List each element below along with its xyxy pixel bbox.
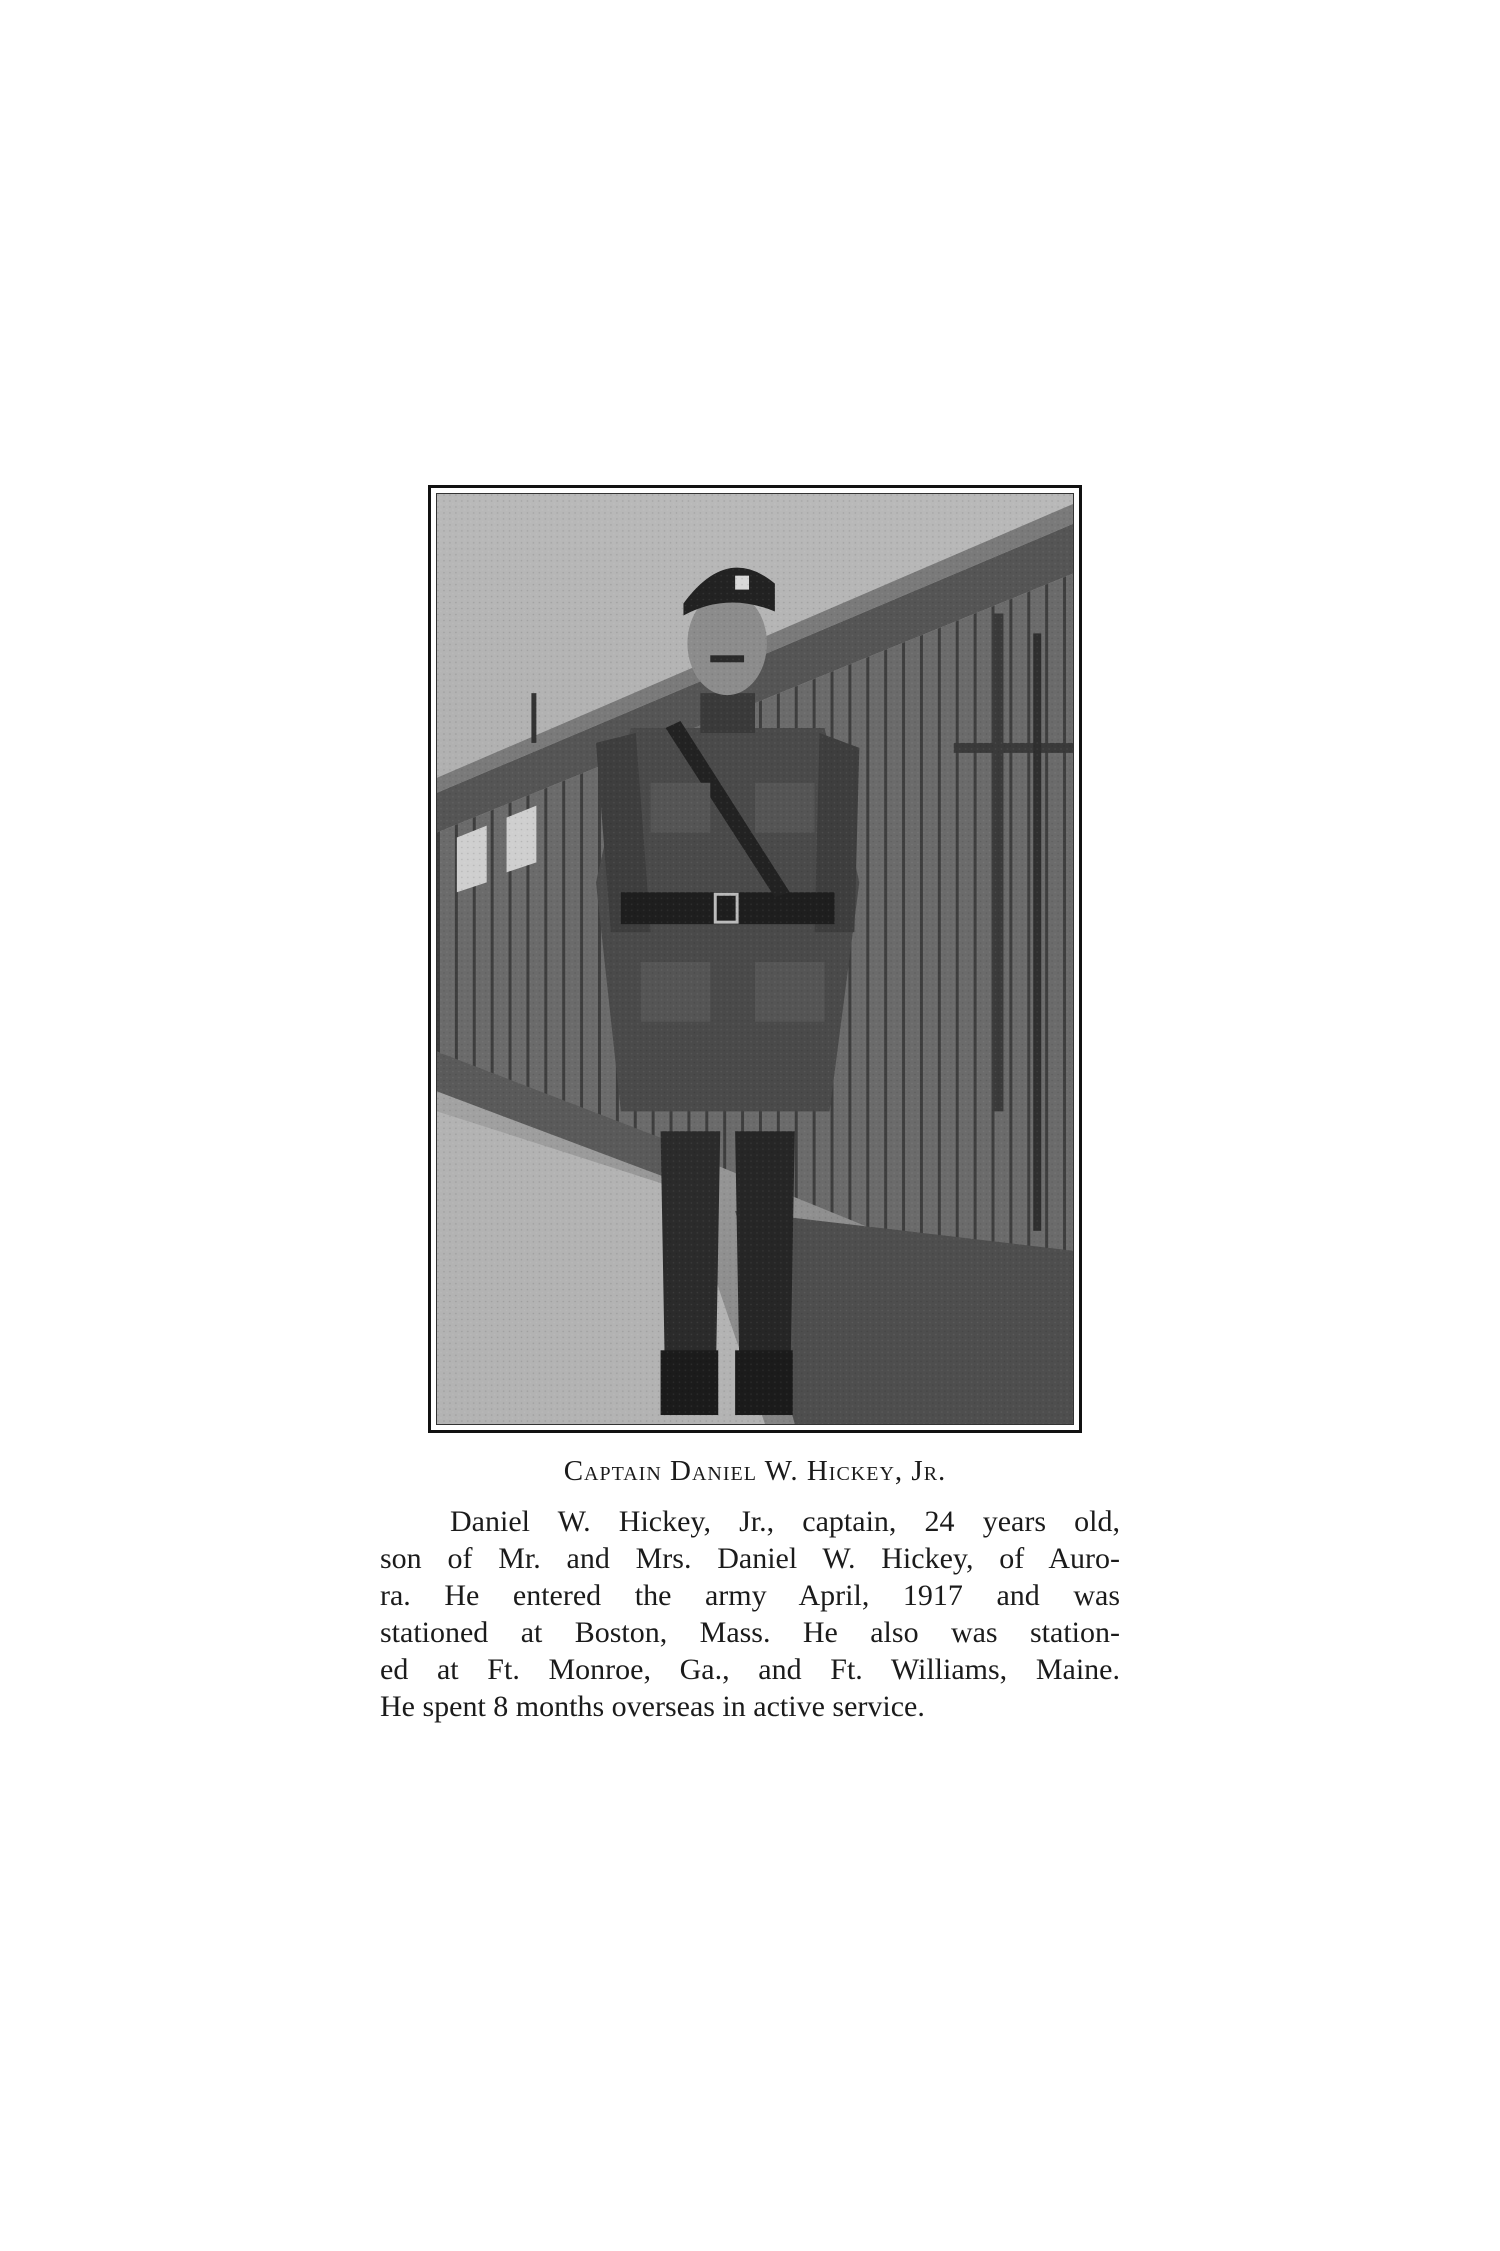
photo-caption: Captain Daniel W. Hickey, Jr. bbox=[563, 1455, 947, 1487]
biography-line: stationed at Boston, Mass. He also was station- bbox=[380, 1616, 1120, 1649]
biography-paragraph bbox=[380, 1503, 1120, 1725]
portrait-photo bbox=[436, 493, 1074, 1425]
biography-line: son of Mr. and Mrs. Daniel W. Hickey, of Auro- bbox=[380, 1542, 1120, 1575]
portrait-photo-image bbox=[437, 494, 1073, 1424]
biography-line: ed at Ft. Monroe, Ga., and Ft. Williams, Maine. bbox=[380, 1653, 1120, 1686]
biography-line: ra. He entered the army April, 1917 and was bbox=[380, 1579, 1120, 1612]
biography-line: He spent 8 months overseas in active service. bbox=[380, 1690, 925, 1723]
portrait-photo-frame bbox=[428, 485, 1082, 1433]
biography-line: Daniel W. Hickey, Jr., captain, 24 years old, bbox=[450, 1505, 1120, 1538]
